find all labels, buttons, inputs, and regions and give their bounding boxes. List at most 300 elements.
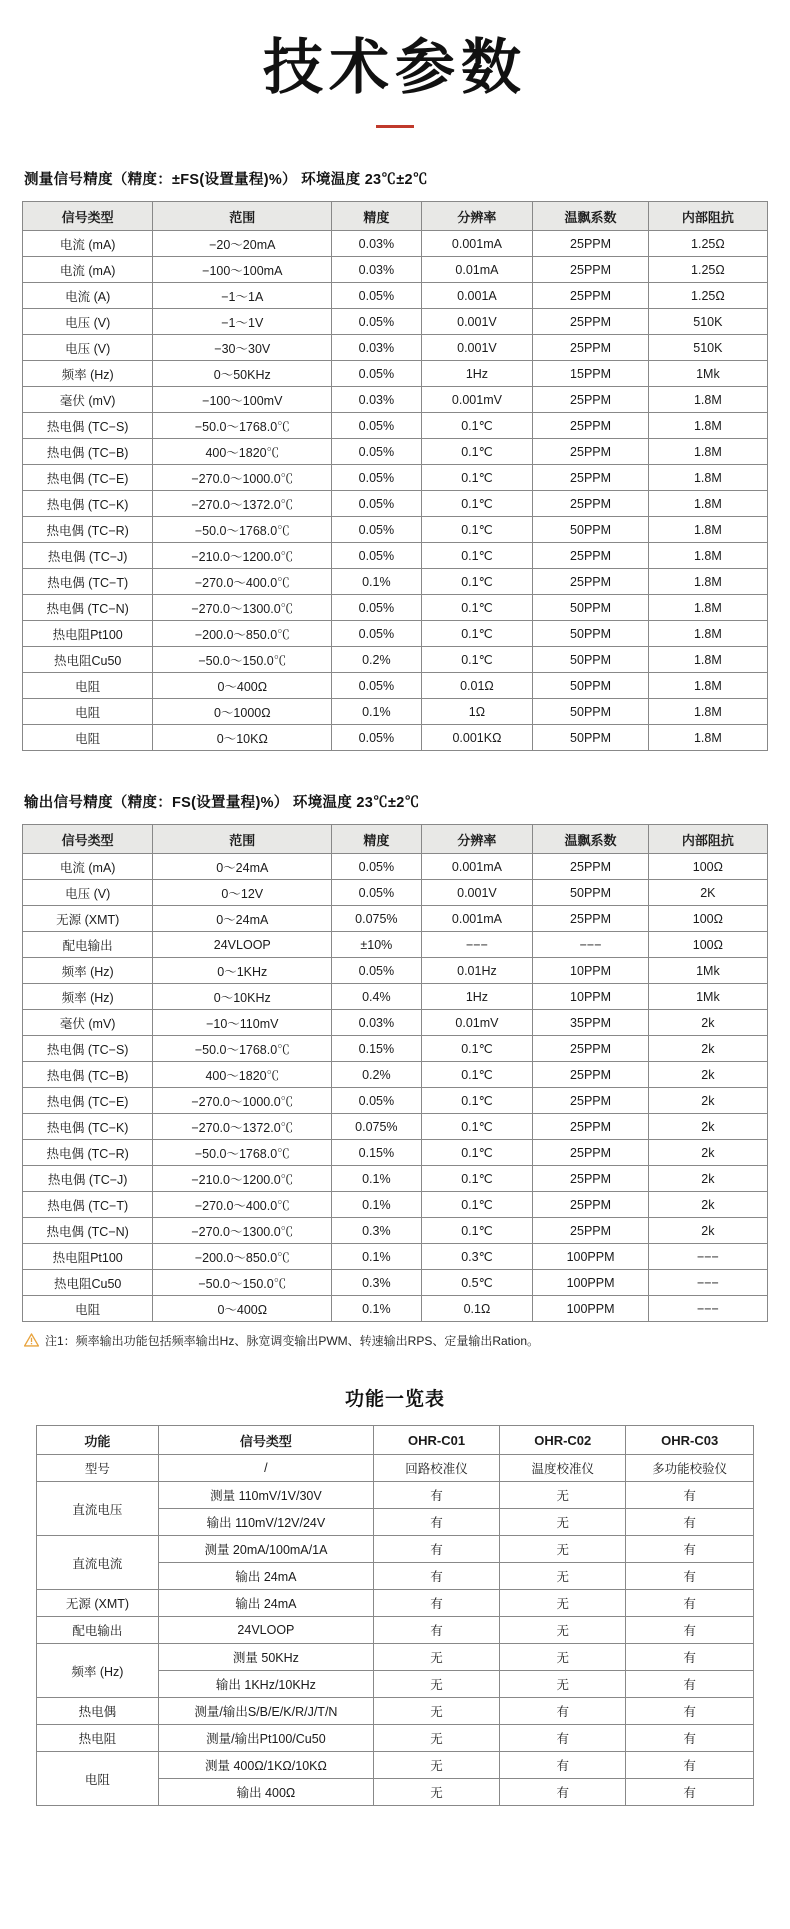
table-cell: −50.0〜1768.0℃ [153, 413, 332, 439]
warning-triangle-icon [24, 1333, 39, 1350]
table-cell: 有 [373, 1590, 499, 1617]
table-cell: 0.05% [332, 491, 421, 517]
table-cell: −30〜30V [153, 335, 332, 361]
table-cell: 热电偶 (TC−B) [23, 439, 153, 465]
table-cell: 100PPM [533, 1296, 648, 1322]
table-cell: 0.001mA [421, 854, 533, 880]
table-cell: 有 [626, 1563, 754, 1590]
table-row [37, 1482, 754, 1509]
table-cell: 15PPM [533, 361, 648, 387]
table-cell: 测量/输出S/B/E/K/R/J/T/N [158, 1698, 373, 1725]
table-cell: 0.1% [332, 1192, 421, 1218]
table-cell: 25PPM [533, 1166, 648, 1192]
table-cell: −50.0〜150.0℃ [153, 647, 332, 673]
table-cell: 电阻 [23, 1296, 153, 1322]
table-cell: 0.1℃ [421, 1140, 533, 1166]
table-cell: 0.001mA [421, 906, 533, 932]
table-row [23, 932, 768, 958]
table-cell: 热电阻Pt100 [23, 1244, 153, 1270]
table-cell: 热电阻Cu50 [23, 1270, 153, 1296]
function-column-header: OHR-C02 [500, 1426, 626, 1455]
table-cell: 25PPM [533, 1218, 648, 1244]
table-cell: 0〜400Ω [153, 673, 332, 699]
title-divider [376, 125, 414, 128]
output-section-caption: 输出信号精度（精度：FS(设置量程)%） 环境温度 23℃±2℃ [24, 795, 420, 811]
table-cell: 输出 24mA [158, 1563, 373, 1590]
table-cell: 无 [373, 1671, 499, 1698]
table-cell: 25PPM [533, 231, 648, 257]
table-row [23, 1114, 768, 1140]
table-cell: 0.001A [421, 283, 533, 309]
table-cell: 有 [626, 1536, 754, 1563]
table-cell: 0.3℃ [421, 1244, 533, 1270]
table-cell: 50PPM [533, 647, 648, 673]
table-cell: 0.001mA [421, 231, 533, 257]
table-body [37, 1426, 754, 1806]
table-cell: 0.05% [332, 595, 421, 621]
table-cell: −−− [421, 932, 533, 958]
function-group-label: 热电偶 [37, 1698, 159, 1725]
table-cell: 0.1℃ [421, 439, 533, 465]
input-column-header: 内部阻抗 [648, 202, 767, 231]
table-row [23, 283, 768, 309]
table-cell: 无 [373, 1644, 499, 1671]
input-column-header: 温飘系数 [533, 202, 648, 231]
table-cell: 0.05% [332, 854, 421, 880]
table-cell: 无 [500, 1590, 626, 1617]
table-cell: 0.05% [332, 621, 421, 647]
table-cell: ±10% [332, 932, 421, 958]
table-cell: 1.8M [648, 517, 767, 543]
table-cell: 510K [648, 335, 767, 361]
function-group-label: 直流电流 [37, 1536, 159, 1590]
table-row [23, 621, 768, 647]
table-cell: 热电偶 (TC−B) [23, 1062, 153, 1088]
table-cell: 1.25Ω [648, 283, 767, 309]
function-group-label: 热电阻 [37, 1725, 159, 1752]
table-cell: 热电偶 (TC−K) [23, 491, 153, 517]
function-group-label: 无源 (XMT) [37, 1590, 159, 1617]
table-cell: 50PPM [533, 595, 648, 621]
table-cell: 测量 400Ω/1KΩ/10KΩ [158, 1752, 373, 1779]
table-cell: 1.8M [648, 595, 767, 621]
table-cell: 0.1℃ [421, 1114, 533, 1140]
table-row [37, 1752, 754, 1779]
table-cell: 有 [626, 1671, 754, 1698]
table-cell: 有 [500, 1725, 626, 1752]
table-cell: 热电偶 (TC−E) [23, 1088, 153, 1114]
table-cell: 0.15% [332, 1140, 421, 1166]
table-cell: −1〜1A [153, 283, 332, 309]
function-column-header: OHR-C01 [373, 1426, 499, 1455]
table-cell: 有 [626, 1752, 754, 1779]
output-column-header: 分辨率 [421, 825, 533, 854]
table-row [23, 1218, 768, 1244]
table-cell: −270.0〜1000.0℃ [153, 1088, 332, 1114]
function-overview-table [36, 1425, 754, 1806]
table-cell: 0.1℃ [421, 491, 533, 517]
table-cell: 0.1℃ [421, 647, 533, 673]
table-cell: −270.0〜400.0℃ [153, 1192, 332, 1218]
table-cell: 0.1℃ [421, 413, 533, 439]
table-cell: 50PPM [533, 699, 648, 725]
table-cell: 1.8M [648, 439, 767, 465]
table-cell: 无 [500, 1482, 626, 1509]
table-cell: 0.001mV [421, 387, 533, 413]
table-cell: 有 [500, 1779, 626, 1806]
table-cell: 0.05% [332, 465, 421, 491]
table-cell: 配电输出 [23, 932, 153, 958]
table-cell: 0.03% [332, 335, 421, 361]
table-cell: 电阻 [23, 673, 153, 699]
table-cell: 热电偶 (TC−E) [23, 465, 153, 491]
table-cell: −210.0〜1200.0℃ [153, 1166, 332, 1192]
table-cell: 100PPM [533, 1244, 648, 1270]
table-cell: 25PPM [533, 854, 648, 880]
footnote-text: 注1：频率输出功能包括频率输出Hz、脉宽调变输出PWM、转速输出RPS、定量输出Ration。 [45, 1334, 540, 1348]
table-cell: 电阻 [23, 699, 153, 725]
table-cell: 0.15% [332, 1036, 421, 1062]
table-row [23, 1192, 768, 1218]
table-cell: −−− [648, 1296, 767, 1322]
table-row [23, 880, 768, 906]
footnote [24, 1332, 768, 1350]
table-cell: 电流 (A) [23, 283, 153, 309]
table-cell: 频率 (Hz) [23, 984, 153, 1010]
table-cell: −270.0〜1372.0℃ [153, 1114, 332, 1140]
table-cell: 有 [626, 1698, 754, 1725]
table-cell: 400〜1820℃ [153, 439, 332, 465]
table-cell: 0.05% [332, 439, 421, 465]
table-row [23, 491, 768, 517]
output-column-header: 温飘系数 [533, 825, 648, 854]
table-cell: 测量 20mA/100mA/1A [158, 1536, 373, 1563]
table-cell: 25PPM [533, 569, 648, 595]
output-column-header: 范围 [153, 825, 332, 854]
table-body [23, 231, 768, 751]
table-cell: 热电阻Cu50 [23, 647, 153, 673]
table-cell: 有 [626, 1644, 754, 1671]
table-cell: / [158, 1455, 373, 1482]
table-cell: 25PPM [533, 1088, 648, 1114]
table-row [23, 647, 768, 673]
table-row [23, 413, 768, 439]
input-column-header: 信号类型 [23, 202, 153, 231]
table-cell: 0〜50KHz [153, 361, 332, 387]
table-cell: 多功能校验仪 [626, 1455, 754, 1482]
table-row [23, 309, 768, 335]
table-row [23, 335, 768, 361]
table-cell: 输出 24mA [158, 1590, 373, 1617]
table-cell: 0.5℃ [421, 1270, 533, 1296]
table-cell: 1Ω [421, 699, 533, 725]
table-cell: 0.05% [332, 958, 421, 984]
table-cell: 有 [373, 1536, 499, 1563]
table-row [23, 699, 768, 725]
table-cell: 2k [648, 1062, 767, 1088]
table-cell: 0〜12V [153, 880, 332, 906]
table-cell: 热电偶 (TC−T) [23, 1192, 153, 1218]
table-cell: 无 [373, 1725, 499, 1752]
table-cell: −270.0〜1300.0℃ [153, 595, 332, 621]
table-row [23, 1088, 768, 1114]
table-cell: 0.1% [332, 699, 421, 725]
table-cell: 热电偶 (TC−N) [23, 1218, 153, 1244]
table-cell: 无 [373, 1698, 499, 1725]
table-row [23, 543, 768, 569]
table-cell: −270.0〜1372.0℃ [153, 491, 332, 517]
table-cell: 100Ω [648, 932, 767, 958]
table-cell: 25PPM [533, 906, 648, 932]
table-cell: 25PPM [533, 1036, 648, 1062]
table-row [23, 906, 768, 932]
table-cell: 2k [648, 1010, 767, 1036]
model-row [37, 1455, 754, 1482]
table-cell: 25PPM [533, 439, 648, 465]
table-cell: 0〜400Ω [153, 1296, 332, 1322]
table-cell: 25PPM [533, 283, 648, 309]
table-cell: 有 [373, 1482, 499, 1509]
table-row [23, 673, 768, 699]
table-cell: 热电偶 (TC−R) [23, 1140, 153, 1166]
table-cell: 0.001V [421, 880, 533, 906]
table-cell: 电流 (mA) [23, 854, 153, 880]
table-cell: 0.1% [332, 1166, 421, 1192]
table-cell: 电阻 [23, 725, 153, 751]
table-cell: 回路校准仪 [373, 1455, 499, 1482]
table-cell: −200.0〜850.0℃ [153, 621, 332, 647]
table-cell: 0.1Ω [421, 1296, 533, 1322]
table-cell: −50.0〜1768.0℃ [153, 1140, 332, 1166]
table-cell: 25PPM [533, 1192, 648, 1218]
table-row [23, 984, 768, 1010]
table-cell: 1.8M [648, 543, 767, 569]
table-cell: 热电偶 (TC−J) [23, 1166, 153, 1192]
table-row [37, 1644, 754, 1671]
table-cell: 有 [500, 1752, 626, 1779]
table-cell: 0.075% [332, 1114, 421, 1140]
table-row [23, 854, 768, 880]
table-cell: 0.1% [332, 569, 421, 595]
table-cell: 25PPM [533, 465, 648, 491]
table-cell: −50.0〜1768.0℃ [153, 1036, 332, 1062]
table-cell: 0.001KΩ [421, 725, 533, 751]
table-cell: 2k [648, 1166, 767, 1192]
table-cell: 0.05% [332, 309, 421, 335]
table-cell: 0.03% [332, 387, 421, 413]
table-cell: 0〜10KΩ [153, 725, 332, 751]
table-cell: 50PPM [533, 517, 648, 543]
table-cell: 0.1℃ [421, 1218, 533, 1244]
table-cell: 0〜24mA [153, 906, 332, 932]
table-row [23, 1244, 768, 1270]
table-cell: 有 [373, 1617, 499, 1644]
table-cell: 无源 (XMT) [23, 906, 153, 932]
table-row [23, 1036, 768, 1062]
table-cell: 2k [648, 1036, 767, 1062]
table-cell: 有 [626, 1779, 754, 1806]
table-row [23, 725, 768, 751]
table-cell: 0.01mV [421, 1010, 533, 1036]
table-row [23, 1010, 768, 1036]
table-cell: 无 [500, 1671, 626, 1698]
table-cell: 0.1℃ [421, 1088, 533, 1114]
table-cell: 1.8M [648, 647, 767, 673]
table-row [23, 231, 768, 257]
table-cell: 无 [500, 1644, 626, 1671]
table-cell: 50PPM [533, 621, 648, 647]
table-cell: 热电偶 (TC−N) [23, 595, 153, 621]
table-cell: 2k [648, 1088, 767, 1114]
table-cell: 0.05% [332, 517, 421, 543]
table-cell: 0.05% [332, 413, 421, 439]
table-cell: 25PPM [533, 309, 648, 335]
table-cell: 25PPM [533, 1140, 648, 1166]
table-row [23, 257, 768, 283]
table-cell: −−− [648, 1244, 767, 1270]
table-cell: 0.001V [421, 309, 533, 335]
table-cell: 0.03% [332, 1010, 421, 1036]
page-title: 技术参数 [263, 33, 527, 103]
input-section-caption: 测量信号精度（精度：±FS(设置量程)%） 环境温度 23℃±2℃ [24, 172, 428, 188]
table-row [23, 439, 768, 465]
table-cell: 有 [626, 1509, 754, 1536]
table-cell: 0.05% [332, 673, 421, 699]
output-column-header: 精度 [332, 825, 421, 854]
table-cell: 100Ω [648, 906, 767, 932]
table-cell: 0.01Ω [421, 673, 533, 699]
table-cell: 0.1℃ [421, 1166, 533, 1192]
table-cell: 1.8M [648, 699, 767, 725]
table-cell: 无 [373, 1752, 499, 1779]
function-column-header: OHR-C03 [626, 1426, 754, 1455]
table-cell: 电压 (V) [23, 309, 153, 335]
table-cell: −10〜110mV [153, 1010, 332, 1036]
table-cell: 1.8M [648, 387, 767, 413]
table-cell: 输出 400Ω [158, 1779, 373, 1806]
table-cell: −270.0〜1300.0℃ [153, 1218, 332, 1244]
table-cell: −1〜1V [153, 309, 332, 335]
table-cell: 电压 (V) [23, 880, 153, 906]
table-cell: 电流 (mA) [23, 231, 153, 257]
table-cell: 100PPM [533, 1270, 648, 1296]
table-cell: 0.1℃ [421, 465, 533, 491]
table-cell: 0.3% [332, 1270, 421, 1296]
table-cell: 0.05% [332, 880, 421, 906]
table-cell: 1.8M [648, 413, 767, 439]
table-row [23, 958, 768, 984]
table-cell: 1.8M [648, 673, 767, 699]
table-cell: 1Mk [648, 984, 767, 1010]
table-cell: 1Mk [648, 361, 767, 387]
table-cell: 2k [648, 1114, 767, 1140]
table-row [23, 569, 768, 595]
table-cell: 热电偶 (TC−J) [23, 543, 153, 569]
input-column-header: 精度 [332, 202, 421, 231]
table-cell: 25PPM [533, 1114, 648, 1140]
table-cell: 1.25Ω [648, 231, 767, 257]
input-column-header: 范围 [153, 202, 332, 231]
table-cell: 电流 (mA) [23, 257, 153, 283]
table-cell: 400〜1820℃ [153, 1062, 332, 1088]
table-cell: 2K [648, 880, 767, 906]
table-cell: 0.01mA [421, 257, 533, 283]
table-cell: 0.03% [332, 231, 421, 257]
table-cell: 无 [373, 1779, 499, 1806]
table-cell: 0〜10KHz [153, 984, 332, 1010]
table-cell: −50.0〜1768.0℃ [153, 517, 332, 543]
table-cell: 24VLOOP [158, 1617, 373, 1644]
table-cell: 0.1℃ [421, 1062, 533, 1088]
table-cell: 25PPM [533, 491, 648, 517]
function-column-header: 功能 [37, 1426, 159, 1455]
table-cell: 有 [626, 1482, 754, 1509]
table-cell: 0.1℃ [421, 569, 533, 595]
table-cell: 50PPM [533, 673, 648, 699]
table-cell: 0.1℃ [421, 1192, 533, 1218]
table-header-row [37, 1426, 754, 1455]
table-cell: −270.0〜1000.0℃ [153, 465, 332, 491]
table-cell: 热电偶 (TC−S) [23, 413, 153, 439]
table-cell: 10PPM [533, 958, 648, 984]
table-cell: 25PPM [533, 413, 648, 439]
table-cell: 24VLOOP [153, 932, 332, 958]
table-cell: 1.8M [648, 465, 767, 491]
table-cell: 1Mk [648, 958, 767, 984]
table-cell: 0〜1KHz [153, 958, 332, 984]
table-cell: 有 [373, 1563, 499, 1590]
table-cell: −20〜20mA [153, 231, 332, 257]
table-cell: 0.001V [421, 335, 533, 361]
table-cell: 0.1℃ [421, 621, 533, 647]
table-cell: 510K [648, 309, 767, 335]
table-cell: 温度校准仪 [500, 1455, 626, 1482]
table-cell: 无 [500, 1509, 626, 1536]
table-cell: 测量 50KHz [158, 1644, 373, 1671]
table-cell: −−− [533, 932, 648, 958]
table-cell: 0.075% [332, 906, 421, 932]
table-row [23, 1140, 768, 1166]
table-row [23, 595, 768, 621]
table-cell: 测量 110mV/1V/30V [158, 1482, 373, 1509]
table-row [23, 1270, 768, 1296]
table-cell: 频率 (Hz) [23, 958, 153, 984]
table-cell: 0.05% [332, 283, 421, 309]
table-row [23, 517, 768, 543]
table-cell: 1.8M [648, 621, 767, 647]
table-cell: 热电阻Pt100 [23, 621, 153, 647]
table-cell: 0.1℃ [421, 517, 533, 543]
input-column-header: 分辨率 [421, 202, 533, 231]
table-cell: 1.8M [648, 491, 767, 517]
table-cell: 0.01Hz [421, 958, 533, 984]
table-cell: 100Ω [648, 854, 767, 880]
table-cell: 25PPM [533, 257, 648, 283]
table-cell: 35PPM [533, 1010, 648, 1036]
table-cell: 2k [648, 1192, 767, 1218]
table-cell: 0.1% [332, 1244, 421, 1270]
table-row [37, 1536, 754, 1563]
table-cell: −100〜100mV [153, 387, 332, 413]
table-cell: 0.03% [332, 257, 421, 283]
table-cell: 0.05% [332, 1088, 421, 1114]
table-cell: 电压 (V) [23, 335, 153, 361]
table-cell: 有 [626, 1617, 754, 1644]
table-cell: 0.05% [332, 725, 421, 751]
table-cell: 25PPM [533, 1062, 648, 1088]
function-column-header: 信号类型 [158, 1426, 373, 1455]
output-column-header: 内部阻抗 [648, 825, 767, 854]
